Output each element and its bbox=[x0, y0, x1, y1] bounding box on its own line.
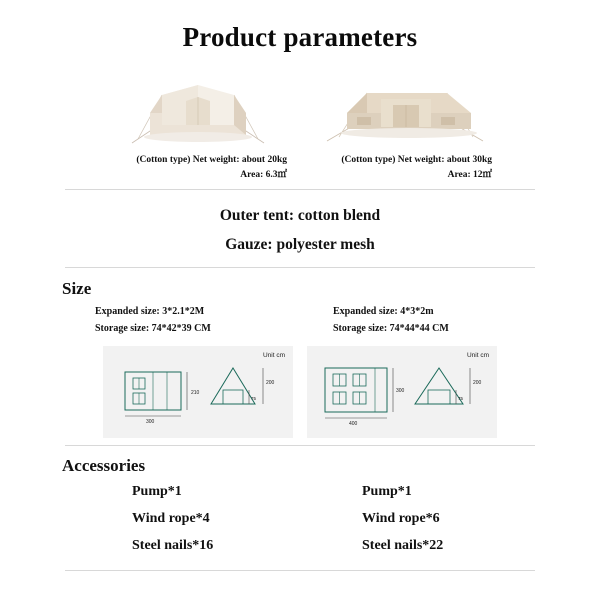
product-cell-1 bbox=[100, 61, 295, 182]
material-gauze: Gauze: polyester mesh bbox=[225, 236, 375, 254]
accessories-heading: Accessories bbox=[62, 455, 146, 475]
product-caption-1 bbox=[100, 153, 295, 182]
tent-illustration-small bbox=[128, 69, 268, 149]
product-weight-1: (Cotton type) Net weight: about 20kg bbox=[136, 155, 287, 165]
product-area-1: Area: 6.3㎡ bbox=[240, 169, 287, 180]
storage-size-2: Storage size: 74*44*44 CM bbox=[333, 323, 449, 335]
elev-height-2: 200 bbox=[473, 379, 482, 386]
product-caption-2 bbox=[305, 153, 500, 182]
accessories-col-2 bbox=[320, 478, 510, 560]
accessory-item: Pump*1 bbox=[362, 483, 412, 499]
expanded-size-2: Expanded size: 4*3*2m bbox=[333, 305, 434, 317]
divider-after-size bbox=[65, 445, 535, 446]
size-spec-row bbox=[0, 303, 600, 338]
size-diagram-small bbox=[103, 346, 293, 438]
size-heading: Size bbox=[62, 278, 92, 298]
tent-photo-large bbox=[305, 61, 500, 153]
plan-depth-1: 210 bbox=[191, 389, 200, 396]
accessories-row bbox=[0, 478, 600, 560]
divider-bottom bbox=[65, 570, 535, 571]
accessories-col-1 bbox=[90, 478, 280, 560]
elev-height-1: 200 bbox=[266, 379, 275, 386]
divider-after-photos bbox=[65, 189, 535, 190]
accessory-item: Wind rope*4 bbox=[132, 511, 210, 527]
product-cell-2 bbox=[305, 61, 500, 182]
size-spec-col-2 bbox=[319, 303, 519, 338]
plan-width-2: 400 bbox=[349, 420, 358, 427]
size-diagram-row bbox=[0, 346, 600, 438]
elev-wall-2: 75 bbox=[458, 395, 464, 401]
accessory-item: Steel nails*22 bbox=[362, 538, 444, 554]
accessory-item: Wind rope*6 bbox=[362, 511, 440, 527]
accessory-item: Pump*1 bbox=[132, 483, 182, 499]
diagram-svg-small bbox=[103, 346, 293, 438]
elev-wall-1: 75 bbox=[251, 395, 257, 401]
tent-illustration-large bbox=[321, 73, 489, 147]
product-area-2: Area: 12㎡ bbox=[447, 169, 492, 180]
plan-width-1: 300 bbox=[146, 418, 155, 425]
plan-depth-2: 300 bbox=[396, 387, 405, 394]
page-title: Product parameters bbox=[182, 22, 418, 52]
size-spec-col-1 bbox=[81, 303, 281, 338]
diagram-svg-large bbox=[307, 346, 497, 438]
materials-block bbox=[0, 202, 600, 259]
size-diagram-large bbox=[307, 346, 497, 438]
unit-label-2: Unit cm bbox=[466, 351, 489, 359]
tent-photo-small bbox=[100, 61, 295, 153]
product-weight-2: (Cotton type) Net weight: about 30kg bbox=[341, 155, 492, 165]
material-outer-tent: Outer tent: cotton blend bbox=[219, 207, 381, 225]
divider-after-materials bbox=[65, 267, 535, 268]
storage-size-1: Storage size: 74*42*39 CM bbox=[95, 323, 211, 335]
accessory-item: Steel nails*16 bbox=[132, 538, 214, 554]
product-photos-row bbox=[0, 61, 600, 182]
expanded-size-1: Expanded size: 3*2.1*2M bbox=[95, 305, 205, 317]
unit-label-1: Unit cm bbox=[262, 351, 285, 359]
